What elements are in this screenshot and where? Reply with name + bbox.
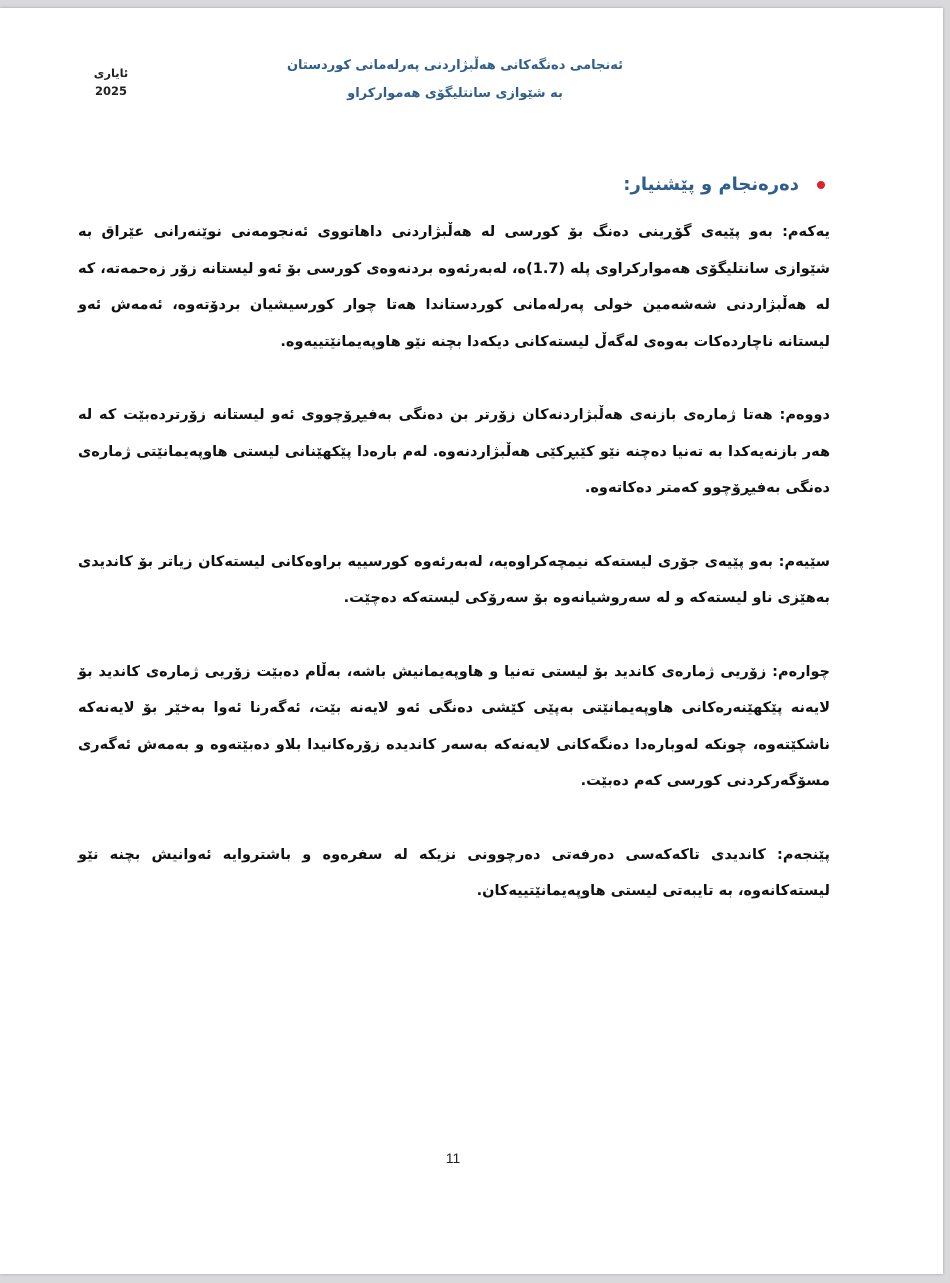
section-heading [623,174,825,195]
document-header-title [230,52,680,108]
header-month: ئایاری [93,66,129,80]
section-heading-text: دەرەنجام و پێشنیار: [623,174,799,195]
header-date [78,64,144,100]
paragraph-fifth: پێنجەم: کاندیدی تاکەکەسی دەرفەتی دەرچوونی نزیکە لە سفرەوە و باشتروایە ئەوانیش بچنە نێو لیستەکانەوە، بە تایبەتی لیستی هاوپەیمانێتییەکان. [78,846,830,899]
paragraph-first: یەکەم: بەو پێیەی گۆڕینی دەنگ بۆ کورسی لە هەڵبژاردنی داهاتووی ئەنجومەنی نوێنەرانی عێراق بە شێوازی سانتلیگۆی هەموارکراوی پلە (1.7)ە، لەبەرئەوە بردنەوەی کورسی بۆ ئەو لیستانە زۆر زەحمەتە، کە لە هەڵبژاردنی شەشەمین خولی پەرلەمانی کوردستاندا هەتا چوار کورسیشیان بردۆتەوە، ئەمەش ئەو لیستانە ناچاردەکات بەوەی لەگەڵ لیستەکانی دیکەدا بچنە نێو هاوپەیمانێتییەوە. [78,224,830,350]
header-title-line-1: ئەنجامی دەنگەکانی هەڵبژاردنی پەرلەمانی کوردستان [286,58,624,73]
page-number: 11 [445,1150,461,1166]
paragraph-fourth: چوارەم: زۆریی ژمارەی کاندید بۆ لیستی تەنیا و هاوپەیمانیش باشە، بەڵام دەبێت زۆریی ژمارەی کاندید بۆ لایەنە پێکهێنەرەکانی هاوپەیمانێتی بەپێی کێشی دەنگی ئەو لایەنە بێت، ئەگەرنا ئەوا بەخێر بۆ لایەنەکە ناشکێتەوە، چونکە لەوبارەدا دەنگەکانی لایەنەکە بەسەر کاندیدە زۆرەکانیدا بلاو دەبێتەوە و بەمەش ئەگەری مسۆگەرکردنی کورسی کەم دەبێت. [78,663,830,789]
paragraph-second: دووەم: هەتا ژمارەی بازنەی هەڵبژاردنەکان زۆرتر بن دەنگی بەفیڕۆچووی ئەو لیستانە زۆرتردەبێت کە لە هەر بازنەیەکدا بە تەنیا دەچنە نێو کێبڕکێی هەڵبژاردنەوە. لەم بارەدا پێکهێنانی لیستی هاوپەیمانێتی ژمارەی دەنگی بەفیڕۆچوو کەمتر دەکاتەوە. [78,407,830,496]
paragraph-third: سێیەم: بەو پێیەی جۆری لیستەکە نیمچەکراوەیە، لەبەرئەوە کورسییە براوەکانی لیستەکان زیاتر بۆ کاندیدی بەهێزی ناو لیستەکە و لە سەروشیانەوە بۆ سەرۆکی لیستەکە دەچێت. [78,553,830,606]
header-year: 2025 [94,84,127,98]
bullet-icon [817,181,825,189]
document-body [78,214,830,947]
document-page [0,8,943,1274]
header-title-line-2: بە شێوازی سانتلیگۆی هەموارکراو [347,86,563,101]
